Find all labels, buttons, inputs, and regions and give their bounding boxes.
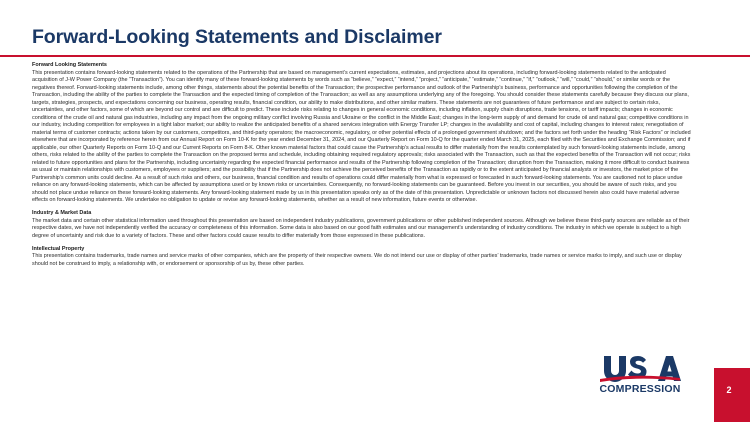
disclaimer-content [32, 62, 692, 274]
page-number-badge [714, 368, 750, 422]
section-forward-looking [32, 62, 692, 205]
usa-compression-logo [598, 354, 682, 402]
section-body: The market data and certain other statistical information used throughout this presentation are based on independent industry publications, government publications or other published independent sources. Although we believe these third-party sources are reliable as of their respective dates, we have not independently verified the accuracy or completeness of this information. Some data is also based on our good faith estimates and our management’s understanding of industry conditions. The industry in which we operate is subject to a high degree of uncertainty and risk due to a variety of factors. These and other factors could cause results to differ materially from those expressed in these publications. [32, 217, 690, 239]
page-title: Forward-Looking Statements and Disclaimer [32, 26, 442, 48]
section-industry-market-data [32, 210, 692, 240]
section-body: This presentation contains forward-looking statements related to the operations of the Partnership that are based on management’s current expectations, estimates, and projections about its operations, including forward-looking statements related to the anticipated acquisition of J-W Power Company (the “Transaction”). You can identify many of these forward-looking statements by words such as “believe,” “expect,” “intend,” “project,” “anticipate,” “estimate,” “continue,” “if,” “outlook,” “will,” “could,” “should,” or similar words or the negatives thereof. Forward-looking statements include, among other things, statements about the potential benefits of the Transaction; the prospective performance and outlook of the Partnership’s business, performance and opportunities following the completion of the Transaction, including the ability of the parties to complete the Transaction and the expected timing of completion of the Transaction; as well as any assumptions underlying any of the foregoing. You should consider these statements carefully because they discuss our plans, targets, strategies, prospects, and expectations concerning our business, operating results, financial condition, our ability to make distributions, and other similar matters. These statements are not guarantees of future performance and are subject to certain risks, uncertainties, and other factors, some of which are beyond our control and are difficult to predict. These include risks relating to changes in general economic conditions, including inflation, supply chain disruptions, trade tensions, or tariff impacts; changes in economic conditions of the crude oil and natural gas industries, including any impact from the ongoing military conflict involving Russia and Ukraine or the conflict in the Middle East; changes in the long-term supply of and demand for crude oil and natural gas; competitive conditions in our industry, including competition for employees in a tight labor market; our ability to realize the anticipated benefits of a shared services integration with Energy Transfer LP; changes in the availability and cost of capital, including changes to interest rates; renegotiation of material terms of customer contracts; actions taken by our customers, competitors, and third-party operators; the macroeconomic, regulatory, or other potential effects of a prolonged government shutdown; and the factors set forth under the heading “Risk Factors” or included elsewhere that are incorporated by reference herein from our Annual Report on Form 10-K for the year ended December 31, 2024, and our Quarterly Report on Form 10-Q for the quarter ended March 31, 2025, each filed with the Securities and Exchange Commission; and if applicable, our other Quarterly Reports on Form 10-Q and our Current Reports on Form 8-K. Other known material factors that could cause the Partnership’s actual results to differ materially from the results contemplated by such forward-looking statements include, among others, risks related to the ability of the parties to complete the Transaction on the proposed terms and schedule, including obtaining required regulatory approvals; risks associated with the Transaction, such as that the expected benefits of the Transaction will not occur; risks related to future opportunities and plans for the Partnership, including uncertainty regarding the expected financial performance and results of the Partnership following completion of the Transaction; disruption from the Transaction, making it more difficult to conduct business as usual or maintain relationships with customers, employees or suppliers; and the possibility that if the Partnership does not achieve the perceived benefits of the Transaction as rapidly or to the extent anticipated by financial analysts or investors, the market price of the Partnership’s common units could decline. As a result of such risks and others, our business, financial condition and results of operations could differ materially from what is expressed or forecasted in such forward-looking statements. You are cautioned not to place undue reliance on any forward-looking statements, which can be affected by assumptions used or by known risks or uncertainties. Consequently, no forward-looking statements can be guaranteed. Before you invest in our securities, you should be aware of such risks, and you should not place undue reliance on these forward-looking statements. Any forward-looking statement made by us in this presentation speaks only as of the date of this presentation. Unpredictable or unknown factors not discussed herein also could have material adverse effects on forward-looking statements. We undertake no obligation to update or revise any forward-looking statements, whether as a result of new information, future events or otherwise. [32, 69, 691, 203]
usa-wordmark-icon [598, 354, 682, 384]
section-intellectual-property [32, 246, 692, 269]
section-heading: Forward Looking Statements [32, 62, 107, 68]
section-heading: Intellectual Property [32, 245, 85, 252]
title-divider [0, 55, 750, 57]
page-number: 2 [726, 385, 732, 395]
logo-text: COMPRESSION [599, 383, 681, 395]
section-heading: Industry & Market Data [32, 210, 92, 216]
section-body: This presentation contains trademarks, trade names and service marks of other companies, which are the property of their respective owners. We do not intend our use or display of other parties’ trademarks, trade names or service marks to imply, and such use or display should not be construed to imply, a relationship with, or endorsement or sponsorship of us by, these other parties. [32, 253, 682, 267]
